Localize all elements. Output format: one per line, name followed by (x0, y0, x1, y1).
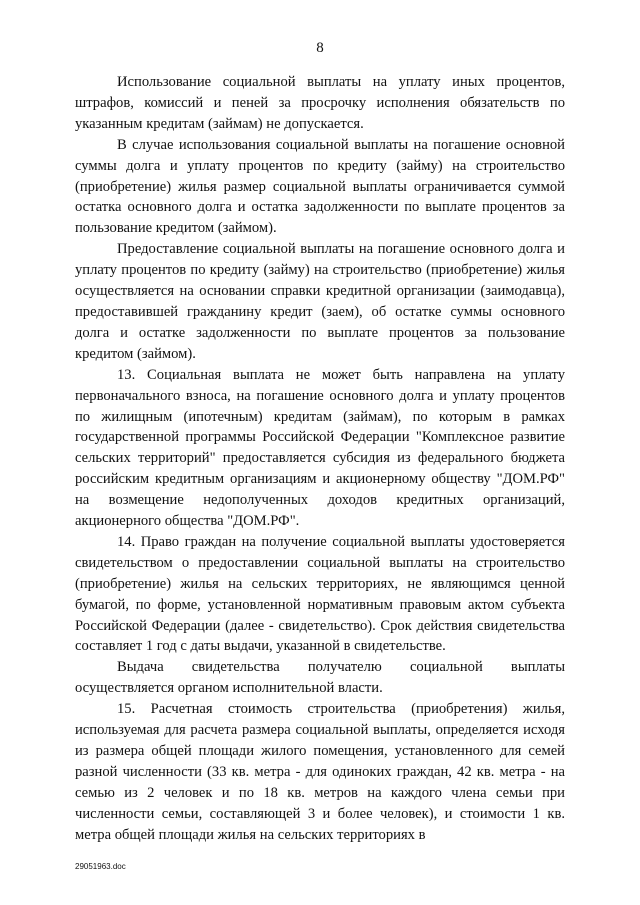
paragraph: Использование социальной выплаты на уплату иных процентов, штрафов, комиссий и пеней за просрочку исполнения обязательств по указанным кредитам (займам) не допускается. (75, 74, 565, 132)
paragraph: 14. Право граждан на получение социальной выплаты удостоверяется свидетельством о предоставлении социальной выплаты на строительство (приобретение) жилья на сельских территориях, не являющимся ценной бумагой, по форме, установленной нормативным правовым актом субъекта Российской Федерации (далее - свидетельство). Срок действия свидетельства составляет 1 год с даты выдачи, указанной в свидетельстве. (75, 533, 565, 655)
paragraph: Предоставление социальной выплаты на погашение основного долга и уплату процентов по кредиту (займу) на строительство (приобретение) жилья осуществляется на основании справки кредитной организации (заимодавца), предоставившей гражданину кредит (заем), об остатке суммы основного долга и остатке задолженности по выплате процентов за пользование кредитом (займом). (75, 241, 565, 362)
paragraph: В случае использования социальной выплаты на погашение основной суммы долга и уплату процентов по кредиту (займу) на строительство (приобретение) жилья размер социальной выплаты ограничивается суммой остатка основного долга и остатка задолженности по выплате процентов за пользование кредитом (займом). (75, 136, 565, 237)
paragraph: Выдача свидетельства получателю социальной выплаты осуществляется органом исполнительной власти. (75, 659, 565, 697)
document-body (75, 72, 565, 846)
page-number: 8 (316, 40, 324, 56)
document-file-reference: 29051963.doc (75, 862, 126, 871)
paragraph: 13. Социальная выплата не может быть направлена на уплату первоначального взноса, на погашение основного долга и уплату процентов по жилищным (ипотечным) кредитам (займам), по которым в рамках государственной программы Российской Федерации "Комплексное развитие сельских территорий" предоставляется субсидия из федерального бюджета российским кредитным организациям и акционерному обществу "ДОМ.РФ" на возмещение недополученных доходов кредитных организаций, акционерного общества "ДОМ.РФ". (75, 366, 565, 530)
paragraph: 15. Расчетная стоимость строительства (приобретения) жилья, используемая для расчета размера социальной выплаты, определяется исходя из размера общей площади жилого помещения, установленного для семей разной численности (33 кв. метра - для одиноких граждан, 42 кв. метра - на семью из 2 человек и по 18 кв. метров на каждого члена семьи при численности семьи, составляющей 3 и более человек), и стоимости 1 кв. метра общей площади жилья на сельских территориях в (75, 701, 565, 843)
